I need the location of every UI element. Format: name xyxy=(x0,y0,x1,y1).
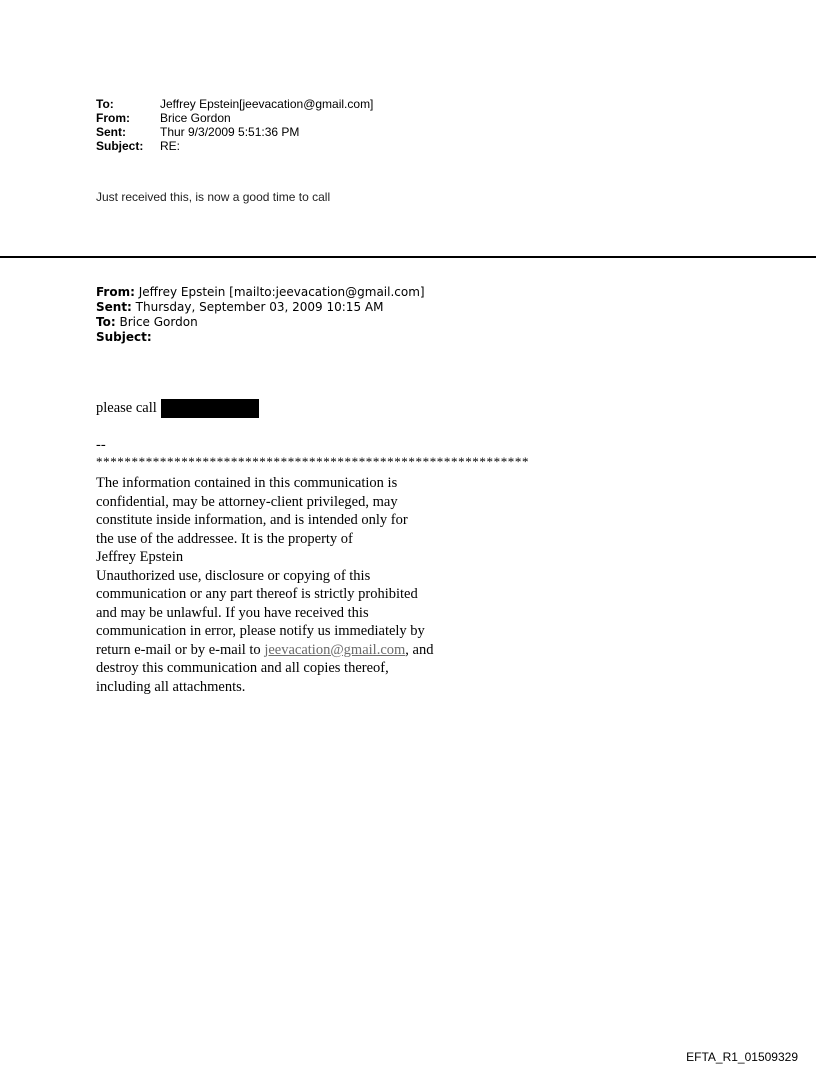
orig-sent-label: Sent: xyxy=(96,300,132,314)
from-row xyxy=(96,111,373,125)
orig-to-value: Brice Gordon xyxy=(115,315,198,329)
subject-label: Subject: xyxy=(96,139,144,153)
to-label: To: xyxy=(96,97,114,111)
return-line-prefix: return e-mail or by e-mail to xyxy=(96,641,265,658)
reply-body-text: Just received this, is now a good time to call xyxy=(96,190,331,204)
sent-row xyxy=(96,125,373,139)
redaction-block xyxy=(161,399,259,418)
orig-subject-label: Subject: xyxy=(96,330,152,344)
orig-sent-value: Thursday, September 03, 2009 10:15 AM xyxy=(131,300,384,314)
disclaimer xyxy=(96,474,476,696)
to-value: Jeffrey Epstein[jeevacation@gmail.com] xyxy=(160,97,374,111)
orig-sent-row xyxy=(96,300,425,315)
orig-to-label: To: xyxy=(96,315,116,329)
sent-label: Sent: xyxy=(96,125,126,139)
orig-from-row xyxy=(96,285,425,300)
disclaimer-line: Unauthorized use, disclosure or copying of this xyxy=(96,567,371,584)
subject-value: RE: xyxy=(160,139,181,153)
orig-from-value: Jeffrey Epstein [mailto:jeevacation@gmail.com] xyxy=(134,285,425,299)
disclaimer-line: and may be unlawful. If you have received this xyxy=(96,604,369,621)
disclaimer-line: constitute inside information, and is intended only for xyxy=(96,512,408,528)
from-value: Brice Gordon xyxy=(160,111,231,125)
signature-dash: -- xyxy=(96,437,106,453)
message-divider xyxy=(0,256,816,258)
disclaimer-line: communication in error, please notify us immediately by xyxy=(96,623,425,639)
from-label: From: xyxy=(96,111,130,125)
please-call-text: please call xyxy=(96,400,157,417)
separator-stars: ************************************************************* xyxy=(96,454,530,469)
subject-row xyxy=(96,139,373,153)
disclaimer-return-line xyxy=(96,641,476,660)
return-line-suffix: , and xyxy=(405,641,434,658)
disclaimer-line: Jeffrey Epstein xyxy=(96,549,184,565)
please-call-line xyxy=(96,399,259,418)
original-header xyxy=(96,285,425,345)
reply-header xyxy=(96,97,373,153)
disclaimer-line: including all attachments. xyxy=(96,678,246,695)
orig-from-label: From: xyxy=(96,285,135,299)
sent-value: Thur 9/3/2009 5:51:36 PM xyxy=(160,125,300,139)
email-link[interactable]: jeevacation@gmail.com xyxy=(264,641,406,658)
to-row xyxy=(96,97,373,111)
document-id: EFTA_R1_01509329 xyxy=(686,1050,798,1064)
disclaimer-line: destroy this communication and all copies thereof, xyxy=(96,660,389,676)
orig-to-row xyxy=(96,315,425,330)
disclaimer-line: confidential, may be attorney-client privileged, may xyxy=(96,493,398,510)
disclaimer-line: the use of the addressee. It is the property of xyxy=(96,530,353,547)
disclaimer-line: communication or any part thereof is strictly prohibited xyxy=(96,586,418,602)
orig-subject-row xyxy=(96,330,425,345)
disclaimer-line: The information contained in this communication is xyxy=(96,475,398,491)
